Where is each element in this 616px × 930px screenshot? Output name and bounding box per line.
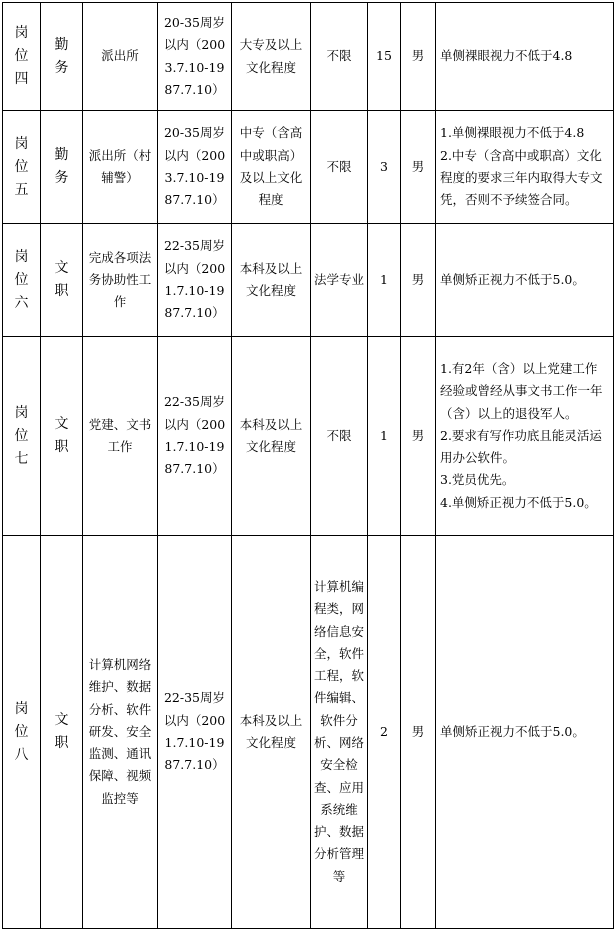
major-cell: 不限 (311, 111, 368, 224)
headcount-cell: 1 (368, 337, 401, 536)
gender-cell: 男 (401, 536, 436, 929)
age-range-cell: 22-35周岁以内（2001.7.10-1987.7.10） (158, 337, 232, 536)
gender-cell: 男 (401, 224, 436, 337)
table-row (3, 536, 614, 929)
post-cell: 岗 位 四 (3, 3, 41, 111)
headcount-cell: 1 (368, 224, 401, 337)
category-cell: 文 职 (41, 536, 83, 929)
post-cell: 岗 位 八 (3, 536, 41, 929)
requirements-cell: 1.单侧裸眼视力不低于4.8 2.中专（含高中或职高）文化程度的要求三年内取得大专文凭，否则不予续签合同。 (436, 111, 614, 224)
category-cell: 勤 务 (41, 3, 83, 111)
department-cell: 计算机网络维护、数据分析、软件研发、安全监测、通讯保障、视频监控等 (83, 536, 158, 929)
category-cell: 文 职 (41, 337, 83, 536)
age-range-cell: 22-35周岁以内（2001.7.10-1987.7.10） (158, 536, 232, 929)
post-cell: 岗 位 七 (3, 337, 41, 536)
education-cell: 大专及以上文化程度 (232, 3, 311, 111)
headcount-cell: 2 (368, 536, 401, 929)
department-cell: 派出所（村辅警） (83, 111, 158, 224)
requirements-cell: 单侧矫正视力不低于5.0。 (436, 224, 614, 337)
education-cell: 本科及以上文化程度 (232, 536, 311, 929)
category-cell: 文 职 (41, 224, 83, 337)
age-range-cell: 20-35周岁以内（2003.7.10-1987.7.10） (158, 111, 232, 224)
department-cell: 党建、文书工作 (83, 337, 158, 536)
post-cell: 岗 位 六 (3, 224, 41, 337)
headcount-cell: 15 (368, 3, 401, 111)
major-cell: 计算机编程类，网络信息安全，软件工程，软件编辑、软件分析、网络安全检查、应用系统维护、数据分析管理等 (311, 536, 368, 929)
table-row (3, 3, 614, 111)
requirements-cell: 单侧矫正视力不低于5.0。 (436, 536, 614, 929)
requirements-cell: 1.有2年（含）以上党建工作经验或曾经从事文书工作一年（含）以上的退役军人。 2.要求有写作功底且能灵活运用办公软件。 3.党员优先。 4.单侧矫正视力不低于5.0。 (436, 337, 614, 536)
education-cell: 中专（含高中或职高）及以上文化程度 (232, 111, 311, 224)
education-cell: 本科及以上文化程度 (232, 337, 311, 536)
gender-cell: 男 (401, 337, 436, 536)
post-cell: 岗 位 五 (3, 111, 41, 224)
category-cell: 勤 务 (41, 111, 83, 224)
department-cell: 派出所 (83, 3, 158, 111)
recruitment-table (2, 2, 614, 929)
major-cell: 不限 (311, 3, 368, 111)
gender-cell: 男 (401, 111, 436, 224)
education-cell: 本科及以上文化程度 (232, 224, 311, 337)
table-row (3, 337, 614, 536)
gender-cell: 男 (401, 3, 436, 111)
age-range-cell: 22-35周岁以内（2001.7.10-1987.7.10） (158, 224, 232, 337)
table-row (3, 111, 614, 224)
table-row (3, 224, 614, 337)
headcount-cell: 3 (368, 111, 401, 224)
age-range-cell: 20-35周岁以内（2003.7.10-1987.7.10） (158, 3, 232, 111)
major-cell: 法学专业 (311, 224, 368, 337)
major-cell: 不限 (311, 337, 368, 536)
requirements-cell: 单侧裸眼视力不低于4.8 (436, 3, 614, 111)
department-cell: 完成各项法务协助性工作 (83, 224, 158, 337)
